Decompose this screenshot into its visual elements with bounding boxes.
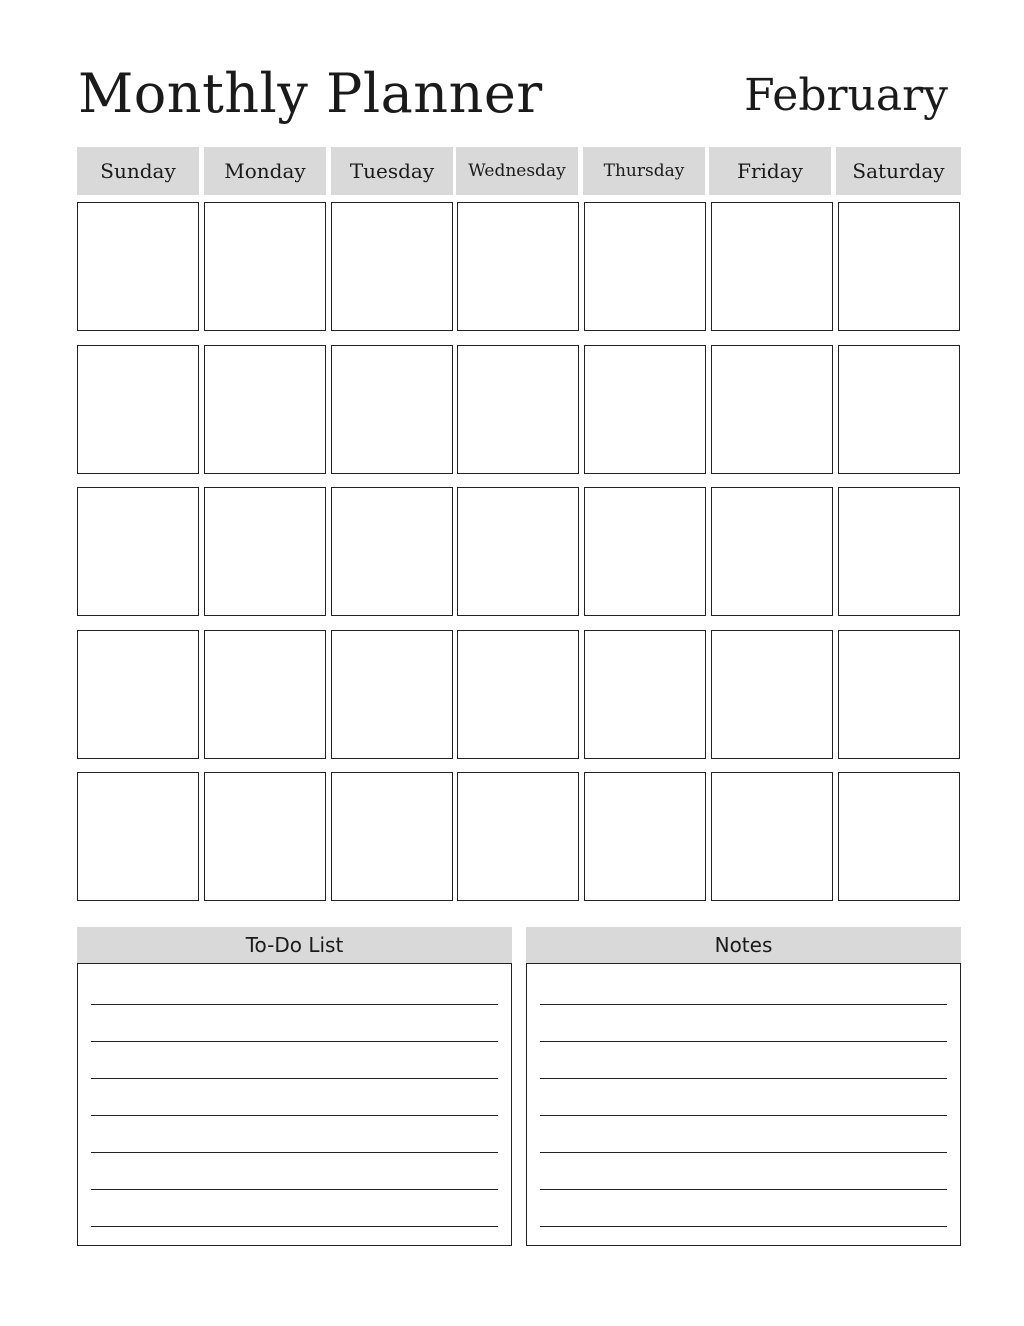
day-cell <box>838 772 960 901</box>
notes-panel <box>526 927 961 1246</box>
day-cell <box>204 202 326 331</box>
calendar-grid <box>77 202 961 902</box>
writing-line <box>540 1041 947 1042</box>
day-cell <box>457 772 579 901</box>
day-cell <box>584 202 706 331</box>
day-cell <box>838 630 960 759</box>
day-cell <box>331 345 453 474</box>
day-cell <box>584 487 706 616</box>
day-cell <box>77 202 199 331</box>
writing-line <box>91 1152 498 1153</box>
writing-line <box>540 1152 947 1153</box>
day-cell <box>457 487 579 616</box>
day-cell <box>331 772 453 901</box>
weekday-header-tuesday: Tuesday <box>331 147 453 195</box>
writing-line <box>540 1189 947 1190</box>
day-cell <box>584 630 706 759</box>
weekday-header-saturday: Saturday <box>836 147 961 195</box>
day-cell <box>584 772 706 901</box>
day-cell <box>331 630 453 759</box>
day-cell <box>711 487 833 616</box>
todo-panel-body <box>77 963 512 1246</box>
weekday-header-wednesday: Wednesday <box>456 147 578 195</box>
day-cell <box>204 772 326 901</box>
day-cell <box>838 202 960 331</box>
writing-line <box>91 1115 498 1116</box>
todo-panel-title: To-Do List <box>77 927 512 963</box>
writing-line <box>91 1004 498 1005</box>
day-cell <box>77 487 199 616</box>
writing-line <box>91 1078 498 1079</box>
day-cell <box>838 345 960 474</box>
day-cell <box>331 202 453 331</box>
day-cell <box>457 345 579 474</box>
writing-line <box>91 1041 498 1042</box>
day-cell <box>584 345 706 474</box>
day-cell <box>204 487 326 616</box>
writing-line <box>540 1115 947 1116</box>
day-cell <box>457 630 579 759</box>
writing-line <box>540 1004 947 1005</box>
day-cell <box>711 345 833 474</box>
weekday-header-thursday: Thursday <box>583 147 705 195</box>
day-cell <box>711 630 833 759</box>
notes-panel-body <box>526 963 961 1246</box>
day-cell <box>711 772 833 901</box>
month-label: February <box>744 70 948 121</box>
writing-line <box>540 1078 947 1079</box>
weekday-header-sunday: Sunday <box>77 147 199 195</box>
day-cell <box>331 487 453 616</box>
day-cell <box>77 630 199 759</box>
writing-line <box>91 1226 498 1227</box>
weekday-header-monday: Monday <box>204 147 326 195</box>
notes-panel-title: Notes <box>526 927 961 963</box>
day-cell <box>77 772 199 901</box>
day-cell <box>204 630 326 759</box>
writing-line <box>540 1226 947 1227</box>
todo-panel <box>77 927 512 1246</box>
weekday-header-row <box>77 147 961 195</box>
weekday-header-friday: Friday <box>709 147 831 195</box>
writing-line <box>91 1189 498 1190</box>
day-cell <box>204 345 326 474</box>
day-cell <box>838 487 960 616</box>
page-title: Monthly Planner <box>78 62 543 125</box>
day-cell <box>77 345 199 474</box>
day-cell <box>457 202 579 331</box>
day-cell <box>711 202 833 331</box>
